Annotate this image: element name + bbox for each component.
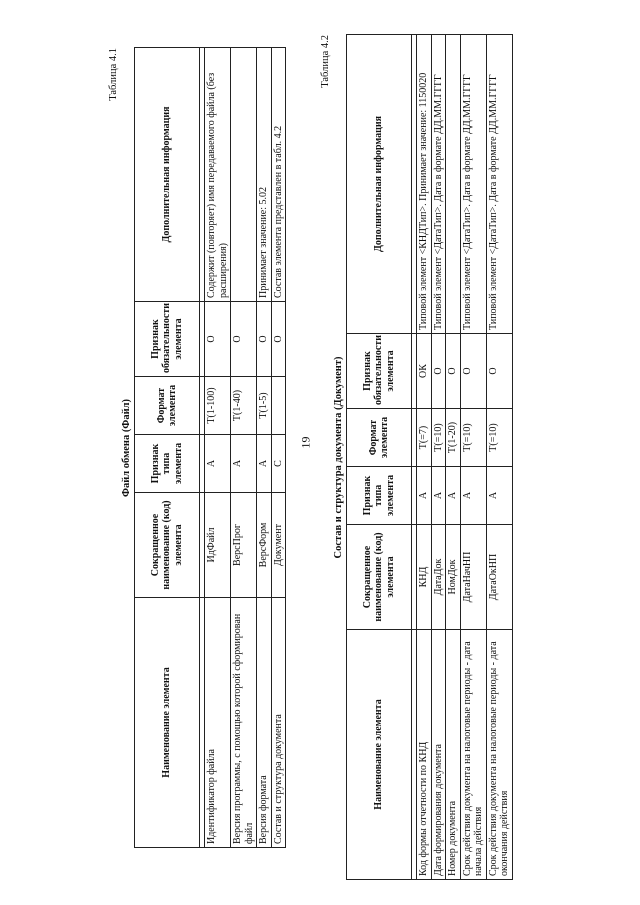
table-cell: T(1-40) bbox=[231, 377, 257, 435]
table-cell: ОК bbox=[417, 334, 432, 409]
table-cell: T(1-20) bbox=[446, 409, 461, 467]
table-cell: А bbox=[460, 467, 486, 525]
table-cell: А bbox=[231, 435, 257, 493]
column-header: Наименование элемента bbox=[347, 630, 412, 880]
table-cell: Типовой элемент <ДатаТип>. Дата в формате ДД.ММ.ГГГГ bbox=[431, 35, 446, 334]
table-cell: Состав элемента представлен в табл. 4.2 bbox=[271, 48, 286, 302]
table-cell: А bbox=[446, 467, 461, 525]
column-header: Формат элемента bbox=[347, 409, 412, 467]
table-title: Состав и структура документа (Документ) bbox=[333, 356, 344, 559]
table-cell: О bbox=[431, 334, 446, 409]
table-cell: ВерсФорм bbox=[257, 493, 272, 598]
table-cell bbox=[231, 48, 257, 302]
table-cell: О bbox=[231, 302, 257, 377]
table-cell bbox=[271, 377, 286, 435]
column-header: Дополнительная информация bbox=[135, 48, 200, 302]
table-row bbox=[205, 48, 231, 848]
column-header: Дополнительная информация bbox=[347, 35, 412, 334]
table-4-2-block bbox=[320, 35, 513, 880]
table-cell: О bbox=[271, 302, 286, 377]
table-cell: Состав и структура документа bbox=[271, 598, 286, 848]
table-document-structure bbox=[346, 34, 513, 880]
table-row bbox=[446, 35, 461, 880]
table-cell: А bbox=[205, 435, 231, 493]
table-cell: Типовой элемент <КНДТип>. Принимает значение: 1150020 bbox=[417, 35, 432, 334]
table-cell: О bbox=[446, 334, 461, 409]
table-cell: T(=10) bbox=[431, 409, 446, 467]
table-cell: Срок действия документа на налоговые периоды - дата окончания действия bbox=[486, 630, 512, 880]
table-cell: ДатаНачНП bbox=[460, 525, 486, 630]
table-cell: Срок действия документа на налоговые периоды - дата начала действия bbox=[460, 630, 486, 880]
table-label: Таблица 4.1 bbox=[108, 48, 119, 101]
table-4-1-block bbox=[108, 48, 286, 848]
table-header-row bbox=[135, 48, 200, 848]
table-row bbox=[460, 35, 486, 880]
table-header-row bbox=[347, 35, 412, 880]
table-cell: О bbox=[257, 302, 272, 377]
table-cell: ДатаДок bbox=[431, 525, 446, 630]
table-cell: С bbox=[271, 435, 286, 493]
table-cell: О bbox=[486, 334, 512, 409]
table-row bbox=[271, 48, 286, 848]
table-cell: T(1-5) bbox=[257, 377, 272, 435]
table-row bbox=[257, 48, 272, 848]
table-cell: КНД bbox=[417, 525, 432, 630]
table-label: Таблица 4.2 bbox=[320, 35, 331, 88]
table-cell: ДатаОкНП bbox=[486, 525, 512, 630]
table-cell: Документ bbox=[271, 493, 286, 598]
table-cell: T(=10) bbox=[460, 409, 486, 467]
table-cell: НомДок bbox=[446, 525, 461, 630]
table-cell: Принимает значение: 5.02 bbox=[257, 48, 272, 302]
table-cell: T(1-100) bbox=[205, 377, 231, 435]
column-header: Признак обязательности элемента bbox=[347, 334, 412, 409]
table-row bbox=[431, 35, 446, 880]
column-header: Формат элемента bbox=[135, 377, 200, 435]
table-cell: T(=7) bbox=[417, 409, 432, 467]
table-cell bbox=[446, 35, 461, 334]
table-cell: ВерсПрог bbox=[231, 493, 257, 598]
table-cell: Дата формирования документа bbox=[431, 630, 446, 880]
column-header: Сокращенное наименование (код) элемента bbox=[135, 493, 200, 598]
column-header: Признак типа элемента bbox=[135, 435, 200, 493]
table-cell: ИдФайл bbox=[205, 493, 231, 598]
table-cell: Версия программы, с помощью которой сформирован файл bbox=[231, 598, 257, 848]
table-cell: T(=10) bbox=[486, 409, 512, 467]
column-header: Признак типа элемента bbox=[347, 467, 412, 525]
table-cell: Версия формата bbox=[257, 598, 272, 848]
table-cell: Идентификатор файла bbox=[205, 598, 231, 848]
table-row bbox=[231, 48, 257, 848]
table-cell: Содержит (повторяет) имя передаваемого файла (без расширения) bbox=[205, 48, 231, 302]
table-cell: Код формы отчетности по КНД bbox=[417, 630, 432, 880]
table-cell: Номер документа bbox=[446, 630, 461, 880]
table-title: Файл обмена (Файл) bbox=[121, 398, 132, 498]
table-cell: О bbox=[205, 302, 231, 377]
table-row bbox=[486, 35, 512, 880]
column-header: Признак обязательности элемента bbox=[135, 302, 200, 377]
table-cell: Типовой элемент <ДатаТип>. Дата в формате ДД.ММ.ГГГГ bbox=[486, 35, 512, 334]
table-cell: О bbox=[460, 334, 486, 409]
page-number: 19 bbox=[298, 436, 313, 449]
table-row bbox=[417, 35, 432, 880]
table-cell: А bbox=[431, 467, 446, 525]
column-header: Наименование элемента bbox=[135, 598, 200, 848]
table-cell: А bbox=[486, 467, 512, 525]
column-header: Сокращенное наименование (код) элемента bbox=[347, 525, 412, 630]
table-cell: Типовой элемент <ДатаТип>. Дата в формате ДД.ММ.ГГГГ bbox=[460, 35, 486, 334]
table-file-exchange bbox=[134, 47, 286, 848]
table-cell: А bbox=[417, 467, 432, 525]
table-cell: А bbox=[257, 435, 272, 493]
